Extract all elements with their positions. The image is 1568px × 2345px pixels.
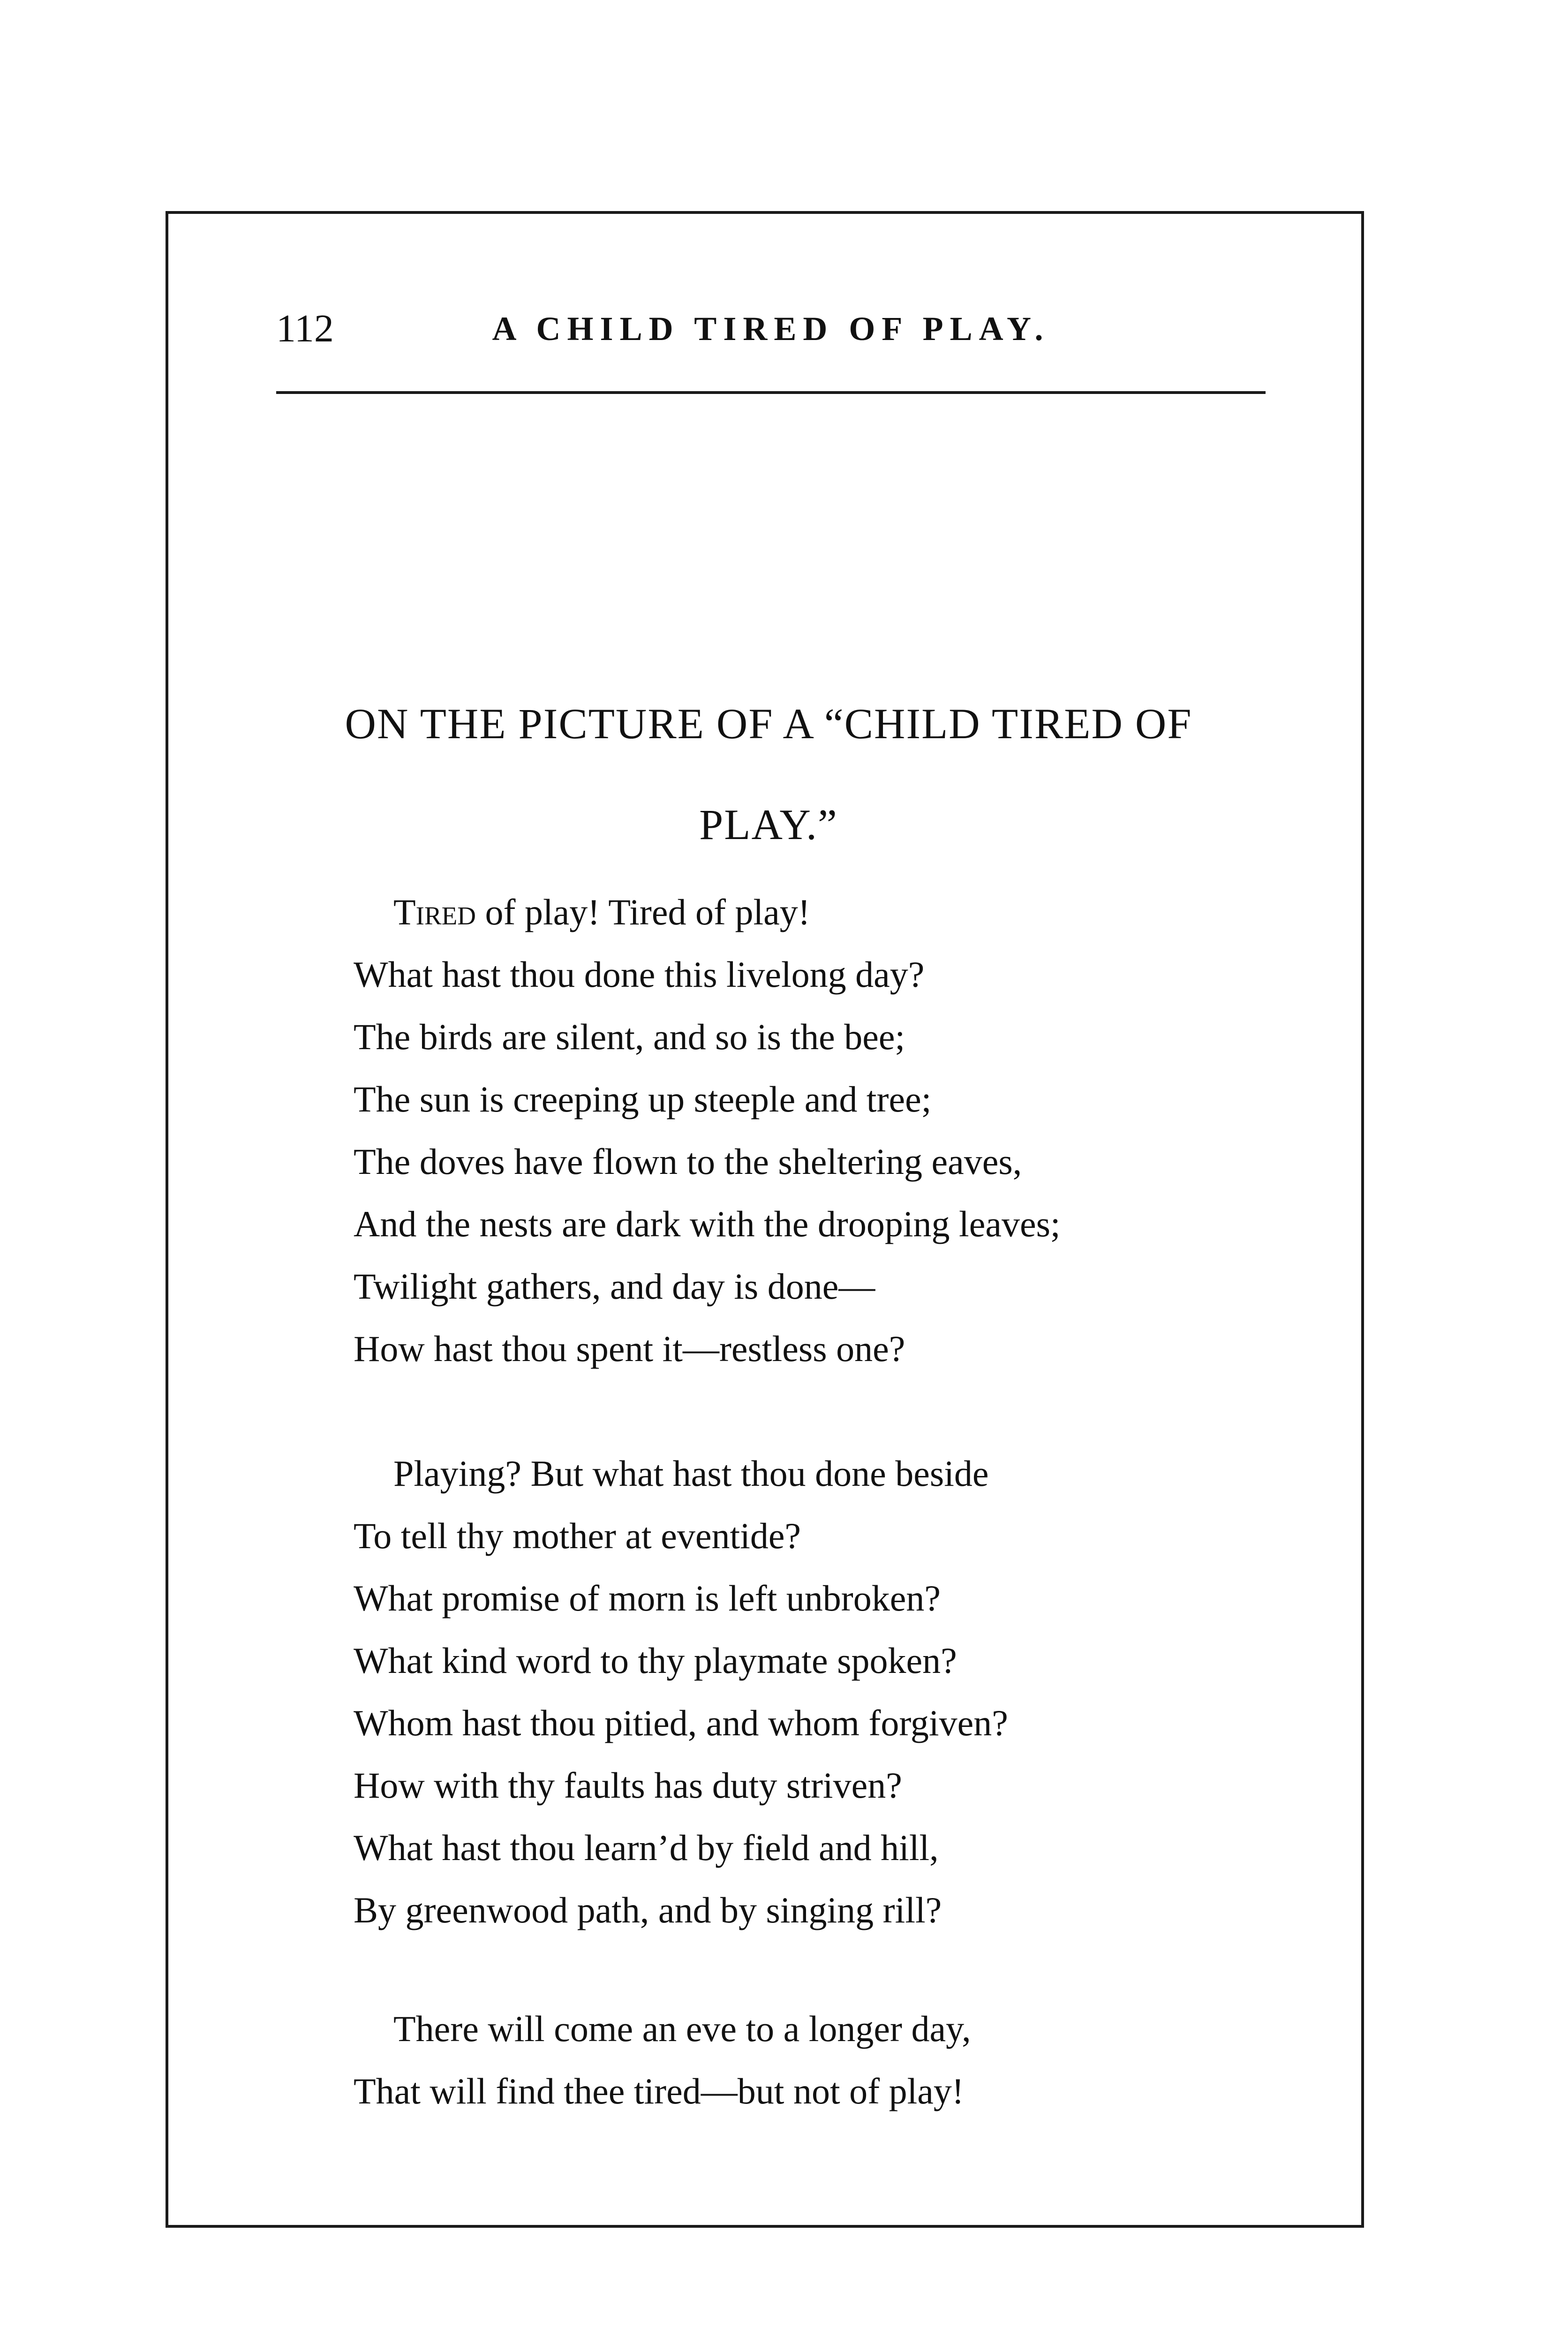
- poem-first-word: Tired: [393, 892, 476, 932]
- poem-line: How with thy faults has duty striven?: [354, 1765, 902, 1806]
- poem-line: To tell thy mother at eventide?: [354, 1515, 801, 1556]
- poem-line: What hast thou done this livelong day?: [354, 954, 925, 995]
- poem-line: That will find thee tired—but not of play!: [354, 2071, 964, 2111]
- poem-line: How hast thou spent it—restless one?: [354, 1328, 905, 1369]
- running-head: [276, 301, 1266, 357]
- poem-line: And the nests are dark with the drooping leaves;: [354, 1203, 1061, 1244]
- poem-title: [225, 673, 1312, 875]
- poem-body: [354, 881, 1291, 2122]
- poem-line: What kind word to thy playmate spoken?: [354, 1640, 957, 1681]
- poem-title-line-1: ON THE PICTURE OF A “CHILD TIRED OF: [345, 700, 1192, 748]
- running-title: A CHILD TIRED OF PLAY.: [492, 310, 1050, 348]
- header-rule: [276, 391, 1266, 394]
- poem-line: There will come an eve to a longer day,: [393, 2008, 971, 2049]
- poem-line: By greenwood path, and by singing rill?: [354, 1890, 942, 1930]
- poem-line: Playing? But what hast thou done beside: [393, 1453, 989, 1494]
- stanza-1: [354, 881, 1291, 1380]
- poem-line: The birds are silent, and so is the bee;: [354, 1016, 905, 1057]
- poem-line-text: of play! Tired of play!: [475, 892, 810, 932]
- poem-line: What hast thou learn’d by field and hill,: [354, 1827, 939, 1868]
- page-frame: [166, 211, 1364, 2228]
- page-number: 112: [276, 307, 334, 350]
- poem-line: Whom hast thou pitied, and whom forgiven?: [354, 1702, 1008, 1743]
- stanza-3: [354, 1997, 1291, 2122]
- poem-title-line-2: PLAY.”: [699, 801, 838, 848]
- poem-line: Twilight gathers, and day is done—: [354, 1266, 875, 1307]
- poem-line: [354, 881, 1291, 943]
- poem-line: The sun is creeping up steeple and tree;: [354, 1079, 932, 1120]
- stanza-2: [354, 1442, 1291, 1941]
- poem-line: The doves have flown to the sheltering eaves,: [354, 1141, 1022, 1182]
- poem-line: What promise of morn is left unbroken?: [354, 1578, 941, 1619]
